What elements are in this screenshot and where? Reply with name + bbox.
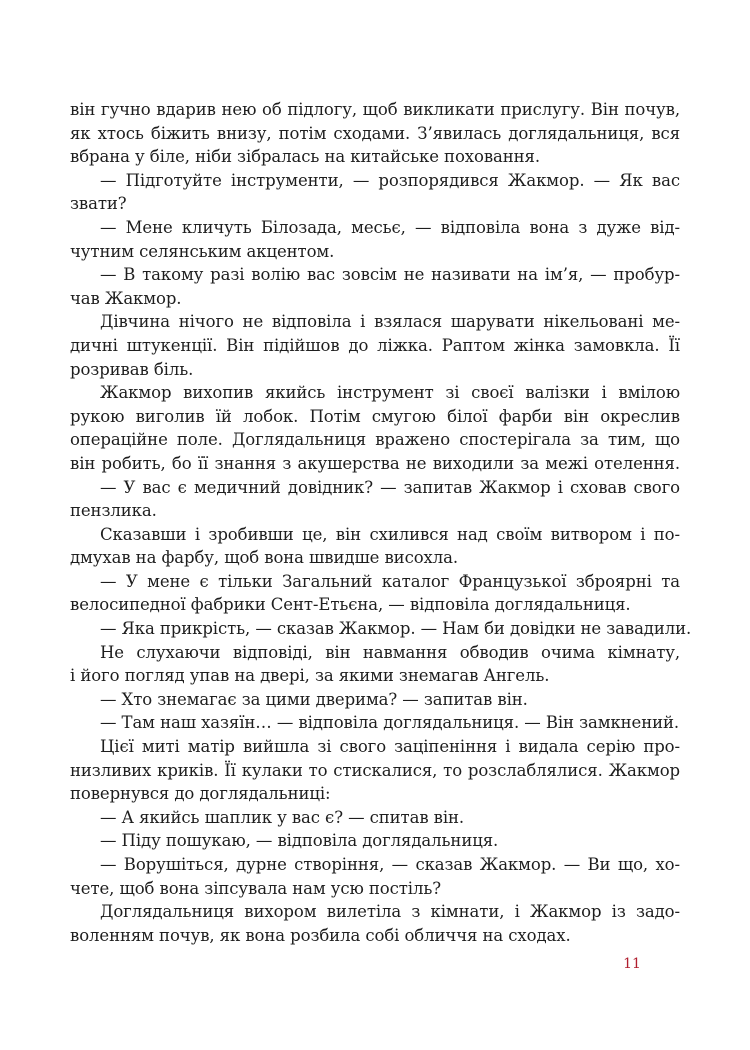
text-line: воленням почув, як вона розбила собі обличчя на сходах. <box>70 925 571 945</box>
text-line: Сказавши і зробивши це, він схилився над своїм витвором і по- <box>100 524 680 544</box>
text-line: Доглядальниця вихором вилетіла з кімнати, і Жакмор із задо- <box>100 902 680 922</box>
text-line: — Мене кличуть Білозада, месьє, — відповіла вона з дуже від- <box>100 217 680 237</box>
text-line: — Там наш хазяїн… — відповіла доглядальниця. — Він замкнений. <box>100 713 680 733</box>
text-line: він робить, бо її знання з акушерства не виходили за межі отелення. <box>70 453 680 473</box>
text-line: вбрана у біле, ніби зібралась на китайське поховання. <box>70 147 540 167</box>
text-line: операційне поле. Доглядальниця вражено спостерігала за тим, що <box>70 430 680 450</box>
text-line: — У вас є медичний довідник? — запитав Жакмор і сховав свого <box>100 477 680 497</box>
text-line: — Ворушіться, дурне створіння, — сказав Жакмор. — Ви що, хо- <box>100 855 680 874</box>
text-line: пензлика. <box>70 501 157 521</box>
text-line: розривав біль. <box>70 359 194 379</box>
text-line: — Яка прикрість, — сказав Жакмор. — Нам би довідки не завадили. <box>100 619 692 639</box>
text-line: і його погляд упав на двері, за якими знемагав Ангель. <box>70 666 550 686</box>
text-line: чав Жакмор. <box>70 288 182 308</box>
text-line: чутним селянським акцентом. <box>70 241 335 261</box>
text-line: Жакмор вихопив якийсь інструмент зі своєї валізки і вмілою <box>100 383 680 403</box>
text-line: велосипедної фабрики Сент-Етьєна, — відповіла доглядальниця. <box>70 595 631 615</box>
text-line: звати? <box>70 194 127 214</box>
text-line: чете, щоб вона зіпсувала нам усю постіль? <box>70 878 441 898</box>
text-line: — У мене є тільки Загальний каталог Французької зброярні та <box>100 571 680 591</box>
text-line: Не слухаючи відповіді, він навмання обводив очима кімнату, <box>100 642 680 662</box>
text-line: дмухав на фарбу, щоб вона швидше висохла. <box>70 548 459 568</box>
text-line: він гучно вдарив нею об підлогу, щоб викликати прислугу. Він почув, <box>70 100 680 119</box>
text-line: повернувся до доглядальниці: <box>70 784 331 804</box>
text-line: — Хто знемагає за цими дверима? — запитав він. <box>100 689 528 709</box>
text-line: — Підготуйте інструменти, — розпорядився Жакмор. — Як вас <box>100 170 680 190</box>
text-line: — Піду пошукаю, — відповіла доглядальниця. <box>100 831 499 851</box>
text-line: Цієї миті матір вийшла зі свого заціпеніння і видала серію про- <box>100 737 680 757</box>
text-line: — В такому разі волію вас зовсім не називати на ім’я, — пробур- <box>100 265 680 285</box>
page-number: 11 <box>623 956 641 972</box>
text-line: дичні штукенції. Він підійшов до ліжка. Раптом жінка замовкла. Її <box>70 335 680 355</box>
text-line: низливих криків. Її кулаки то стискалися, то розслаблялися. Жакмор <box>70 760 680 780</box>
text-line: — А якийсь шаплик у вас є? — спитав він. <box>100 807 465 827</box>
text-line: рукою виголив їй лобок. Потім смугою білої фарби він окреслив <box>70 406 680 426</box>
body-text <box>70 98 692 947</box>
text-line: Дівчина нічого не відповіла і взялася шарувати нікельовані ме- <box>100 312 680 332</box>
text-line: як хтось біжить внизу, потім сходами. З’явилась доглядальниця, вся <box>70 123 680 143</box>
